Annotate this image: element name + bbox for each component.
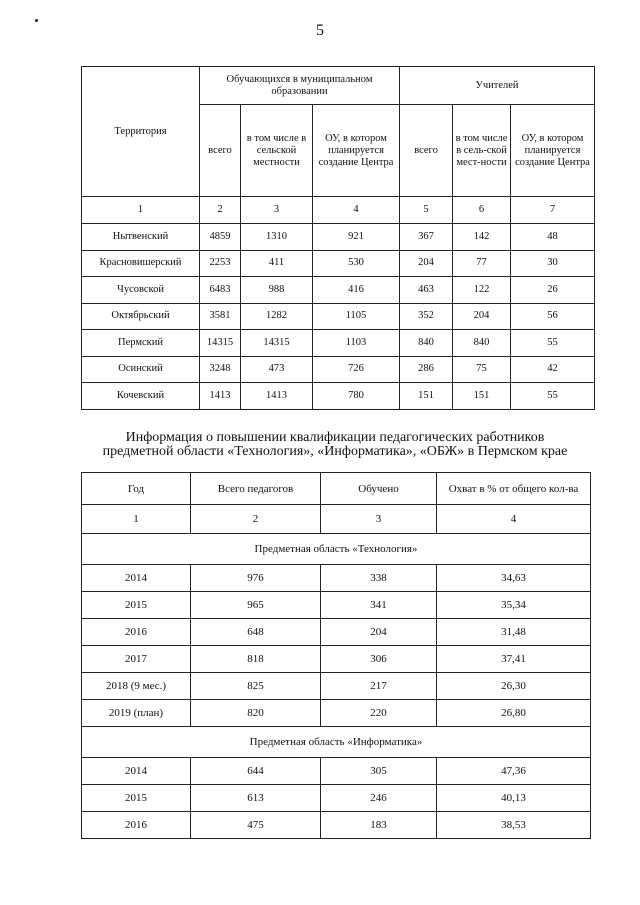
value-cell: 840 xyxy=(453,330,511,357)
header-teachers-planned: ОУ, в котором планируется создание Центра xyxy=(511,105,595,197)
value-cell: 4859 xyxy=(200,224,241,251)
header-trained: Обучено xyxy=(321,473,437,505)
territory-table xyxy=(81,66,595,410)
value-cell: 42 xyxy=(511,356,595,383)
value-cell: 305 xyxy=(321,758,437,785)
value-cell: 77 xyxy=(453,250,511,277)
section-title xyxy=(70,431,600,459)
section-title-cell: Предметная область «Технология» xyxy=(82,534,591,565)
territory-row xyxy=(82,330,595,357)
value-cell: 338 xyxy=(321,565,437,592)
value-cell: 1103 xyxy=(313,330,400,357)
value-cell: 818 xyxy=(191,646,321,673)
value-cell: 151 xyxy=(400,383,453,410)
territory-name-cell: Октябрьский xyxy=(82,303,200,330)
value-cell: 644 xyxy=(191,758,321,785)
value-cell: 14315 xyxy=(241,330,313,357)
territory-name-cell: Осинский xyxy=(82,356,200,383)
value-cell: 37,41 xyxy=(437,646,591,673)
year-row xyxy=(82,673,591,700)
year-cell: 2016 xyxy=(82,619,191,646)
year-row xyxy=(82,758,591,785)
year-row xyxy=(82,592,591,619)
colnum: 5 xyxy=(400,197,453,224)
value-cell: 151 xyxy=(453,383,511,410)
value-cell: 3248 xyxy=(200,356,241,383)
section-header-row xyxy=(82,727,591,758)
year-cell: 2015 xyxy=(82,592,191,619)
year-row xyxy=(82,565,591,592)
value-cell: 416 xyxy=(313,277,400,304)
colnum: 6 xyxy=(453,197,511,224)
year-row xyxy=(82,700,591,727)
header-territory: Территория xyxy=(82,67,200,197)
colnum: 2 xyxy=(191,505,321,534)
year-cell: 2018 (9 мес.) xyxy=(82,673,191,700)
year-cell: 2015 xyxy=(82,785,191,812)
value-cell: 780 xyxy=(313,383,400,410)
header-row xyxy=(82,473,591,505)
value-cell: 473 xyxy=(241,356,313,383)
page-number: 5 xyxy=(316,22,324,39)
value-cell: 220 xyxy=(321,700,437,727)
header-coverage: Охват в % от общего кол-ва xyxy=(437,473,591,505)
value-cell: 820 xyxy=(191,700,321,727)
colnum: 4 xyxy=(437,505,591,534)
value-cell: 306 xyxy=(321,646,437,673)
value-cell: 976 xyxy=(191,565,321,592)
header-teachers-rural: в том числе в сель-ской мест-ности xyxy=(453,105,511,197)
header-total-teachers: Всего педагогов xyxy=(191,473,321,505)
value-cell: 352 xyxy=(400,303,453,330)
value-cell: 988 xyxy=(241,277,313,304)
qualification-table xyxy=(81,472,591,839)
value-cell: 183 xyxy=(321,812,437,839)
value-cell: 825 xyxy=(191,673,321,700)
value-cell: 26,80 xyxy=(437,700,591,727)
colnum: 3 xyxy=(241,197,313,224)
value-cell: 530 xyxy=(313,250,400,277)
header-students: Обучающихся в муниципальном образовании xyxy=(200,67,400,105)
territory-row xyxy=(82,250,595,277)
territory-row xyxy=(82,224,595,251)
value-cell: 1413 xyxy=(241,383,313,410)
colnum: 2 xyxy=(200,197,241,224)
value-cell: 204 xyxy=(400,250,453,277)
colnum: 1 xyxy=(82,505,191,534)
column-numbers-row xyxy=(82,197,595,224)
header-students-rural: в том числе в сельской местности xyxy=(241,105,313,197)
value-cell: 246 xyxy=(321,785,437,812)
value-cell: 75 xyxy=(453,356,511,383)
colnum: 7 xyxy=(511,197,595,224)
value-cell: 726 xyxy=(313,356,400,383)
value-cell: 34,63 xyxy=(437,565,591,592)
year-row xyxy=(82,646,591,673)
value-cell: 122 xyxy=(453,277,511,304)
year-cell: 2017 xyxy=(82,646,191,673)
header-students-total: всего xyxy=(200,105,241,197)
value-cell: 341 xyxy=(321,592,437,619)
territory-name-cell: Пермский xyxy=(82,330,200,357)
territory-name-cell: Нытвенский xyxy=(82,224,200,251)
year-row xyxy=(82,785,591,812)
value-cell: 31,48 xyxy=(437,619,591,646)
value-cell: 1413 xyxy=(200,383,241,410)
scan-speck xyxy=(35,19,38,22)
value-cell: 40,13 xyxy=(437,785,591,812)
territory-name-cell: Кочевский xyxy=(82,383,200,410)
value-cell: 142 xyxy=(453,224,511,251)
territory-row xyxy=(82,277,595,304)
value-cell: 38,53 xyxy=(437,812,591,839)
value-cell: 1105 xyxy=(313,303,400,330)
value-cell: 48 xyxy=(511,224,595,251)
column-numbers-row xyxy=(82,505,591,534)
year-cell: 2014 xyxy=(82,565,191,592)
value-cell: 204 xyxy=(453,303,511,330)
value-cell: 26 xyxy=(511,277,595,304)
value-cell: 47,36 xyxy=(437,758,591,785)
value-cell: 411 xyxy=(241,250,313,277)
value-cell: 30 xyxy=(511,250,595,277)
territory-row xyxy=(82,383,595,410)
value-cell: 921 xyxy=(313,224,400,251)
value-cell: 35,34 xyxy=(437,592,591,619)
value-cell: 6483 xyxy=(200,277,241,304)
colnum: 4 xyxy=(313,197,400,224)
year-cell: 2016 xyxy=(82,812,191,839)
year-row xyxy=(82,619,591,646)
value-cell: 965 xyxy=(191,592,321,619)
year-cell: 2019 (план) xyxy=(82,700,191,727)
territory-row xyxy=(82,303,595,330)
value-cell: 55 xyxy=(511,330,595,357)
territory-row xyxy=(82,356,595,383)
value-cell: 2253 xyxy=(200,250,241,277)
year-row xyxy=(82,812,591,839)
value-cell: 475 xyxy=(191,812,321,839)
value-cell: 1282 xyxy=(241,303,313,330)
colnum: 3 xyxy=(321,505,437,534)
value-cell: 840 xyxy=(400,330,453,357)
year-cell: 2014 xyxy=(82,758,191,785)
value-cell: 217 xyxy=(321,673,437,700)
section-header-row xyxy=(82,534,591,565)
value-cell: 648 xyxy=(191,619,321,646)
value-cell: 204 xyxy=(321,619,437,646)
value-cell: 1310 xyxy=(241,224,313,251)
value-cell: 26,30 xyxy=(437,673,591,700)
value-cell: 286 xyxy=(400,356,453,383)
value-cell: 613 xyxy=(191,785,321,812)
territory-name-cell: Чусовской xyxy=(82,277,200,304)
territory-name-cell: Красновишерский xyxy=(82,250,200,277)
value-cell: 14315 xyxy=(200,330,241,357)
value-cell: 463 xyxy=(400,277,453,304)
section-title-cell: Предметная область «Информатика» xyxy=(82,727,591,758)
colnum: 1 xyxy=(82,197,200,224)
header-year: Год xyxy=(82,473,191,505)
value-cell: 367 xyxy=(400,224,453,251)
section-title-line-1: Информация о повышении квалификации педагогических работников xyxy=(125,430,545,445)
section-title-line-2: предметной области «Технология», «Информатика», «ОБЖ» в Пермском крае xyxy=(102,444,568,459)
value-cell: 3581 xyxy=(200,303,241,330)
header-teachers-total: всего xyxy=(400,105,453,197)
header-teachers: Учителей xyxy=(400,67,595,105)
value-cell: 56 xyxy=(511,303,595,330)
header-students-planned: ОУ, в котором планируется создание Центра xyxy=(313,105,400,197)
value-cell: 55 xyxy=(511,383,595,410)
